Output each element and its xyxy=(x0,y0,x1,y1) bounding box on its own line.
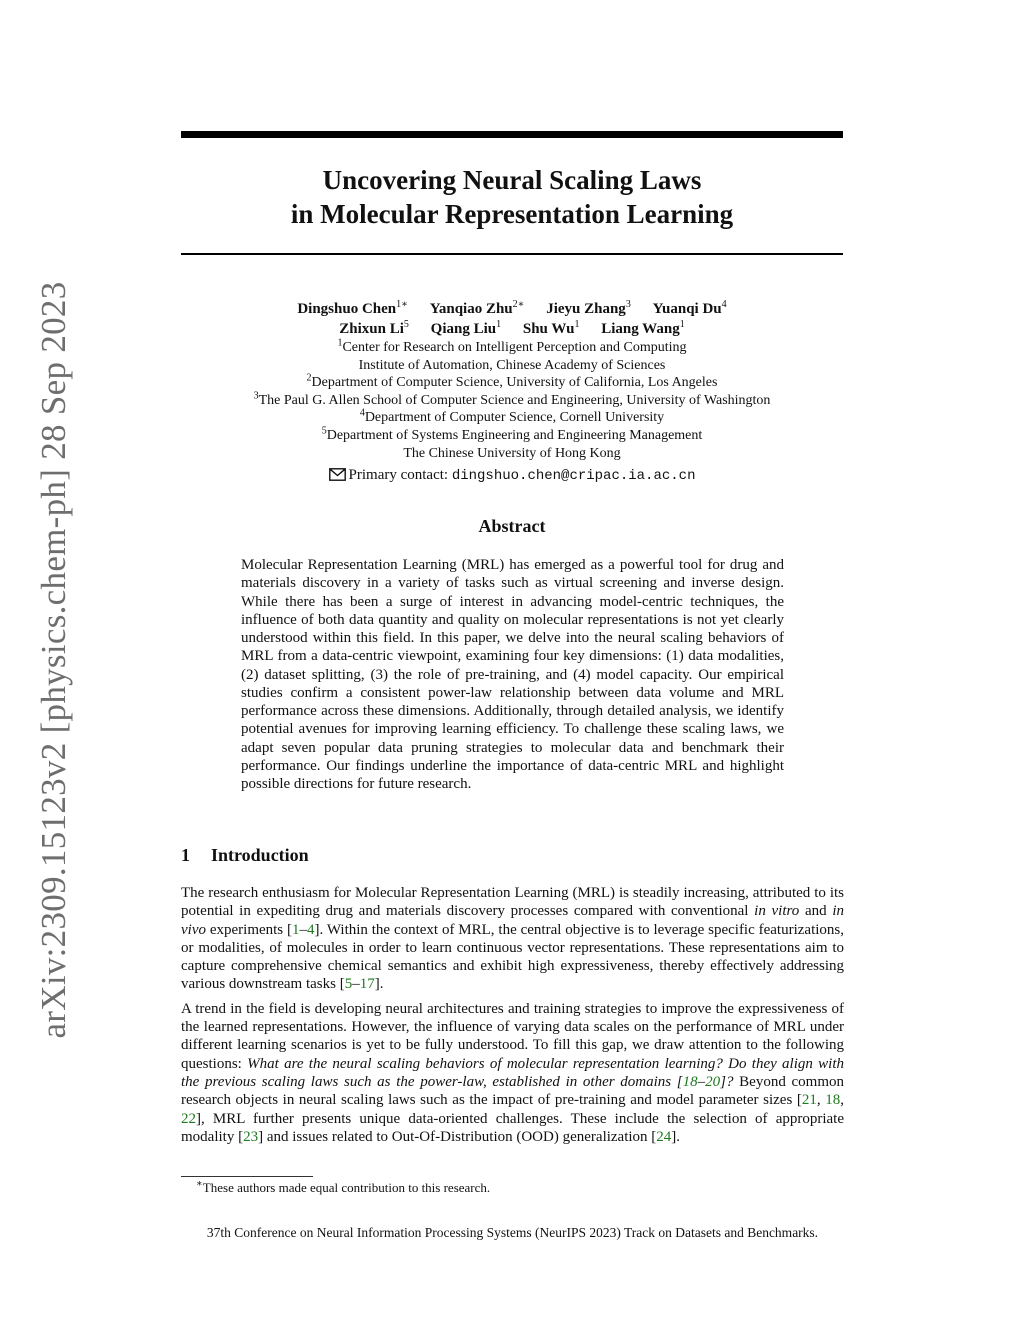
affiliation: $^3$The Paul G. Allen School of Computer Science and Engineering, University of Washington xyxy=(253,390,771,408)
citation-link[interactable]: 21 xyxy=(801,1092,817,1109)
footnote: ∗These authors made equal contribution to this research. xyxy=(196,1178,491,1195)
citation-link[interactable]: 17 xyxy=(359,976,375,993)
paragraph: A trend in the field is developing neural architectures and training strategies to improve the expressiveness of the learned representations. However, the influence of varying data scales on the performance of MRL under different learning scenarios is yet to be fully understood. To fill this gap, we draw attention to the following questions: What are the neural scaling behaviors of molecular representation learning? Do they align with the previous scaling laws such as the power-law, established in other domains [18–20]? Beyond common research objects in neural scaling laws such as the impact of pre-training and model parameter sizes [21, 18, 22], MRL further presents unique data-oriented challenges. These include the selection of appropriate modality [23] and issues related to Out-Of-Distribution (OOD) generalization [24]. xyxy=(181,1000,845,1145)
section-number: 1 xyxy=(181,845,190,865)
title-line-2: in Molecular Representation Learning xyxy=(290,199,734,229)
citation-link[interactable]: 23 xyxy=(243,1128,259,1145)
primary-contact xyxy=(181,464,843,488)
affiliation: $^1$Center for Research on Intelligent Perception and Computing xyxy=(337,337,687,355)
citation-link[interactable]: 4 xyxy=(307,921,315,938)
affiliation: $^5$Department of Systems Engineering and Engineering Management xyxy=(321,425,703,443)
author-row-1 xyxy=(181,299,843,319)
author: Qiang Liu$^1$ xyxy=(430,319,502,337)
citation-link[interactable]: 18 xyxy=(825,1092,841,1109)
abstract-text: Molecular Representation Learning (MRL) has emerged as a powerful tool for drug and materials discovery in a variety of tasks such as virtual screening and inverse design. While there has been a surge of interest in advancing model-centric techniques, the influence of both data quantity and quality on molecular representations is not yet clearly understood within this field. In this paper, we delve into the neural scaling behaviors of MRL from a data-centric viewpoint, examining four key dimensions: (1) data modalities, (2) dataset splitting, (3) the role of pre-training, and (4) model capacity. Our empirical studies confirm a consistent power-law relationship between data volume and MRL performance across these dimensions. Additionally, through detailed analysis, we identify potential avenues for improving learning efficiency. To challenge these scaling laws, we adapt seven popular data pruning strategies to molecular data and benchmark their performance. Our findings underline the importance of data-centric MRL and highlight possible directions for future research. xyxy=(241,557,784,792)
author: Dingshuo Chen$^{1∗}$ xyxy=(297,299,408,317)
abstract-heading: Abstract xyxy=(478,516,546,536)
paragraph: The research enthusiasm for Molecular Representation Learning (MRL) is steadily increasing, attributed to its potential in expediting drug and materials discovery processes compared with conventional in vitro and in vivo experiments [1–4]. Within the context of MRL, the central objective is to leverage specific featurizations, or modalities, of molecules in order to learn continuous vector representations. These representations aim to capture comprehensive chemical semantics and exhibit high expressiveness, thereby effectively addressing various downstream tasks [5–17]. xyxy=(181,885,844,993)
citation-link[interactable]: 20 xyxy=(705,1073,721,1090)
citation-link[interactable]: 18 xyxy=(682,1073,698,1090)
author: Yanqiao Zhu$^{2∗}$ xyxy=(429,299,525,317)
author: Shu Wu$^1$ xyxy=(522,319,580,337)
affiliation: $^4$Department of Computer Science, Cornell University xyxy=(359,407,665,426)
citation-link[interactable]: 22 xyxy=(181,1110,196,1127)
footnote-rule xyxy=(181,1176,313,1177)
author-block xyxy=(181,299,843,488)
author-row-2 xyxy=(181,319,843,339)
affiliation: The Chinese University of Hong Kong xyxy=(403,445,621,461)
author: Liang Wang$^1$ xyxy=(601,319,685,337)
envelope-icon xyxy=(329,466,346,488)
section-title: Introduction xyxy=(211,845,309,865)
title-line-1: Uncovering Neural Scaling Laws xyxy=(322,165,702,195)
arxiv-identifier: arXiv:2309.15123v2 [physics.chem-ph] 28 Sep 2023 xyxy=(34,281,73,1039)
venue-footer: 37th Conference on Neural Information Processing Systems (NeurIPS 2023) Track on Datasets and Benchmarks. xyxy=(206,1225,819,1240)
citation-link[interactable]: 5 xyxy=(344,976,353,993)
contact-label: Primary contact: xyxy=(348,467,449,484)
author: Jieyu Zhang$^3$ xyxy=(546,299,631,317)
author: Yuanqi Du$^4$ xyxy=(652,299,727,317)
citation-link[interactable]: 24 xyxy=(656,1128,672,1145)
title-bottom-rule xyxy=(181,253,843,255)
paper-title xyxy=(181,163,843,231)
affiliation: Institute of Automation, Chinese Academy of Sciences xyxy=(358,357,666,373)
section-heading xyxy=(181,844,309,866)
affiliation: $^2$Department of Computer Science, University of California, Los Angeles xyxy=(306,372,718,391)
author: Zhixun Li$^5$ xyxy=(339,319,409,337)
introduction-body xyxy=(181,884,844,1152)
citation-link[interactable]: 1 xyxy=(292,921,300,938)
title-top-rule xyxy=(181,131,843,138)
contact-email[interactable]: dingshuo.chen@cripac.ia.ac.cn xyxy=(451,468,696,485)
